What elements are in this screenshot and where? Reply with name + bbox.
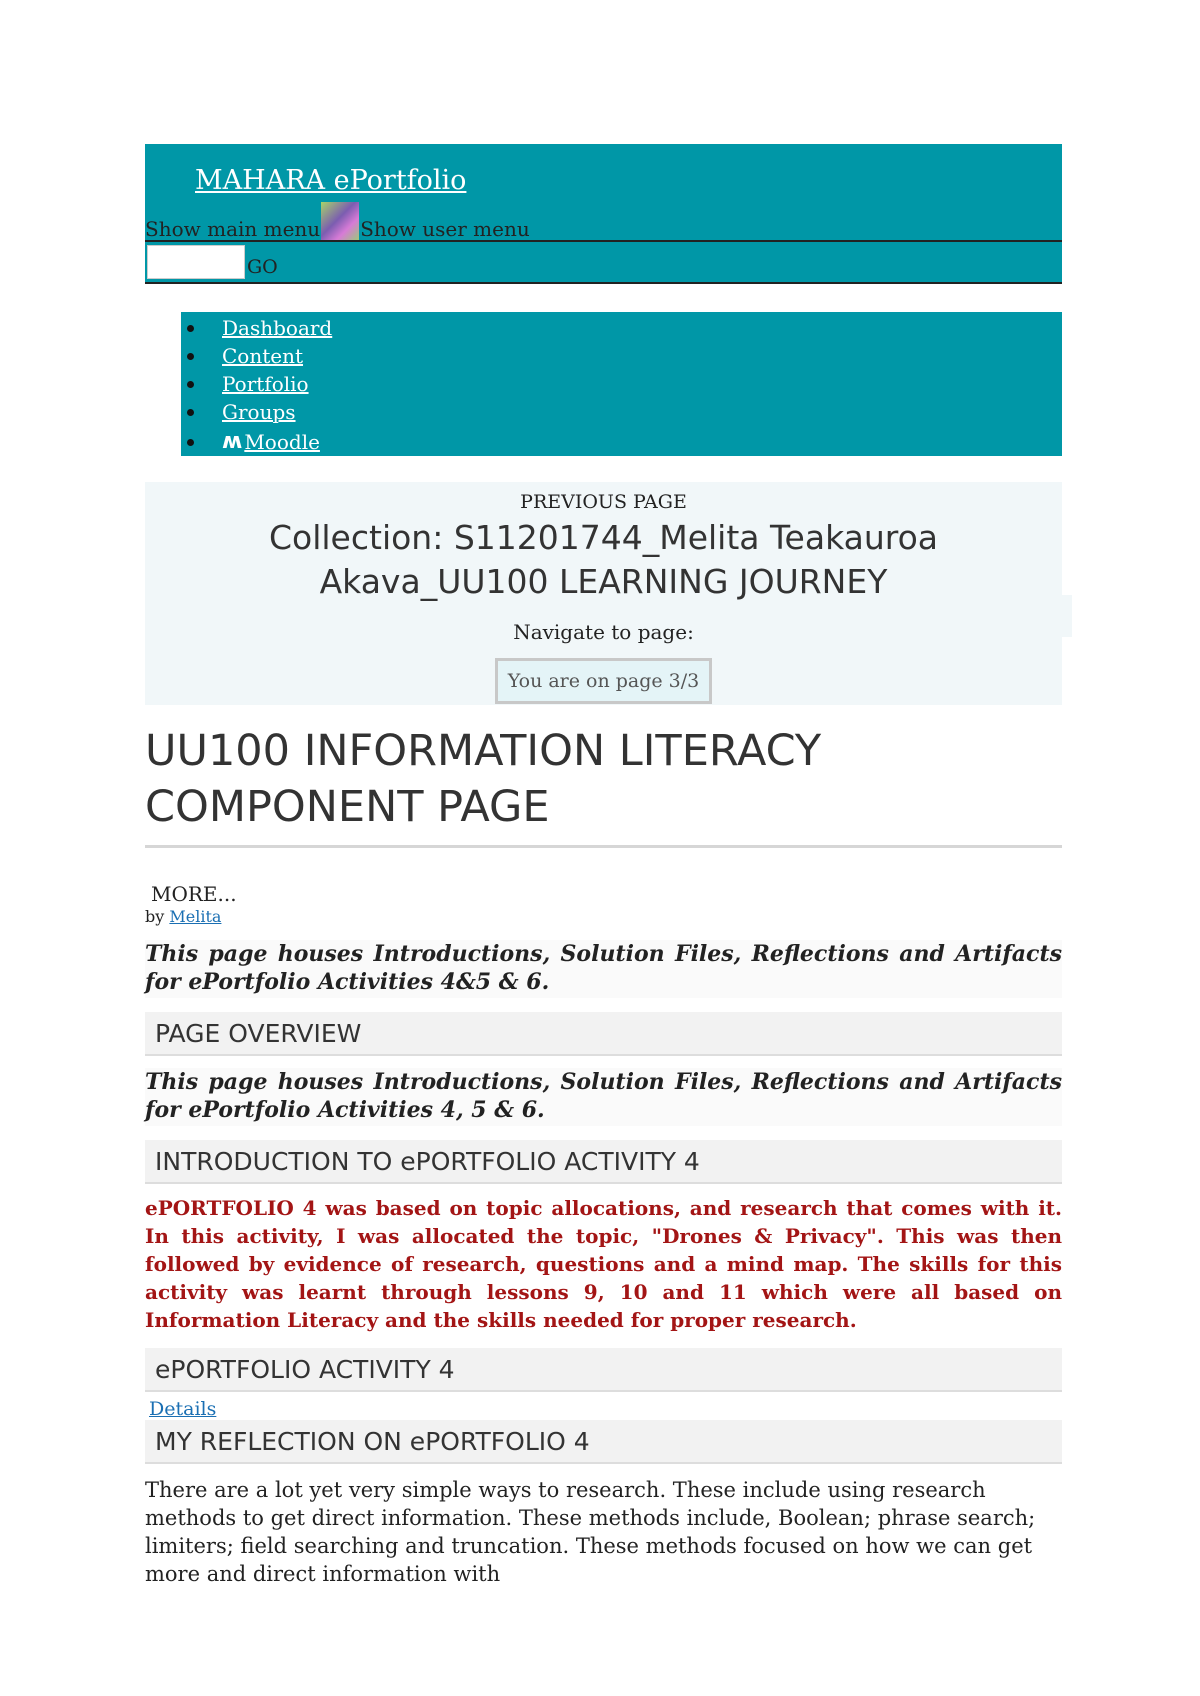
- section-heading-overview: PAGE OVERVIEW: [145, 1012, 1062, 1056]
- page-title: UU100 INFORMATION LITERACY COMPONENT PAGE: [145, 723, 1062, 848]
- collection-nav: [145, 482, 1062, 705]
- reflection-text: There are a lot yet very simple ways to research. These include using research methods to get direct information. These methods include, Boolean; phrase search; limiters; field searching and truncation. These methods focused on how we can get more and direct information with: [145, 1478, 1036, 1586]
- user-avatar-icon[interactable]: [321, 202, 359, 240]
- byline: [145, 906, 1062, 928]
- author-link[interactable]: Melita: [169, 907, 222, 926]
- nav-item-portfolio: [181, 370, 1062, 398]
- overview-text: This page houses Introductions, Solution Files, Reflections and Artifacts for ePortfolio Activities 4, 5 & 6.: [145, 1068, 1062, 1126]
- nav-item-dashboard: [181, 314, 1062, 342]
- page-indicator[interactable]: You are on page 3/3: [495, 658, 713, 704]
- nav-item-groups: [181, 398, 1062, 426]
- side-tab: [1062, 595, 1072, 637]
- main-nav: [181, 312, 1062, 456]
- section-heading-activity4: ePORTFOLIO ACTIVITY 4: [145, 1348, 1062, 1392]
- site-title-row: [145, 144, 1062, 196]
- nav-link-moodle[interactable]: Moodle: [244, 430, 320, 454]
- bullet-icon: [187, 325, 194, 332]
- by-label: by: [145, 907, 170, 926]
- site-header: [145, 144, 1062, 284]
- nav-link-groups[interactable]: Groups: [222, 400, 296, 424]
- go-button[interactable]: GO: [247, 256, 278, 278]
- search-input[interactable]: [147, 245, 245, 279]
- nav-item-content: [181, 342, 1062, 370]
- search-row: [145, 242, 1062, 282]
- bullet-icon: [187, 381, 194, 388]
- intro4-text: ePORTFOLIO 4 was based on topic allocations, and research that comes with it. In this activity, I was allocated the topic, "Drones & Privacy". This was then followed by evidence of research, questions and a mind map. The skills for this activity was learnt through lessons 9, 10 and 11 which were all based on Information Literacy and the skills needed for proper research.: [145, 1196, 1062, 1332]
- moodle-icon[interactable]: ʍ: [222, 429, 241, 454]
- page-content: [145, 144, 1062, 1588]
- nav-link-content[interactable]: Content: [222, 344, 304, 368]
- nav-link-dashboard[interactable]: Dashboard: [222, 316, 333, 340]
- show-user-menu-button[interactable]: Show user menu: [360, 217, 530, 241]
- previous-page-link[interactable]: PREVIOUS PAGE: [520, 491, 687, 513]
- menu-row: [145, 196, 1062, 242]
- page-description: This page houses Introductions, Solution Files, Reflections and Artifacts for ePortfolio Activities 4&5 & 6.: [145, 940, 1062, 998]
- site-title-link[interactable]: MAHARA ePortfolio: [195, 165, 467, 196]
- nav-item-moodle: [181, 426, 1062, 458]
- more-link[interactable]: MORE...: [151, 882, 237, 906]
- bullet-icon: [187, 353, 194, 360]
- collection-title: Collection: S11201744_Melita Teakauroa Akava_UU100 LEARNING JOURNEY: [268, 518, 938, 601]
- details-row: [149, 1398, 1062, 1420]
- section-heading-intro4: INTRODUCTION TO ePORTFOLIO ACTIVITY 4: [145, 1140, 1062, 1184]
- show-main-menu-button[interactable]: Show main menu: [145, 217, 321, 241]
- section-heading-reflection: MY REFLECTION ON ePORTFOLIO 4: [145, 1420, 1062, 1464]
- bullet-icon: [187, 409, 194, 416]
- nav-link-portfolio[interactable]: Portfolio: [222, 372, 309, 396]
- bullet-icon: [187, 439, 194, 446]
- details-link[interactable]: Details: [149, 1398, 217, 1420]
- navigate-label: Navigate to page:: [513, 620, 694, 644]
